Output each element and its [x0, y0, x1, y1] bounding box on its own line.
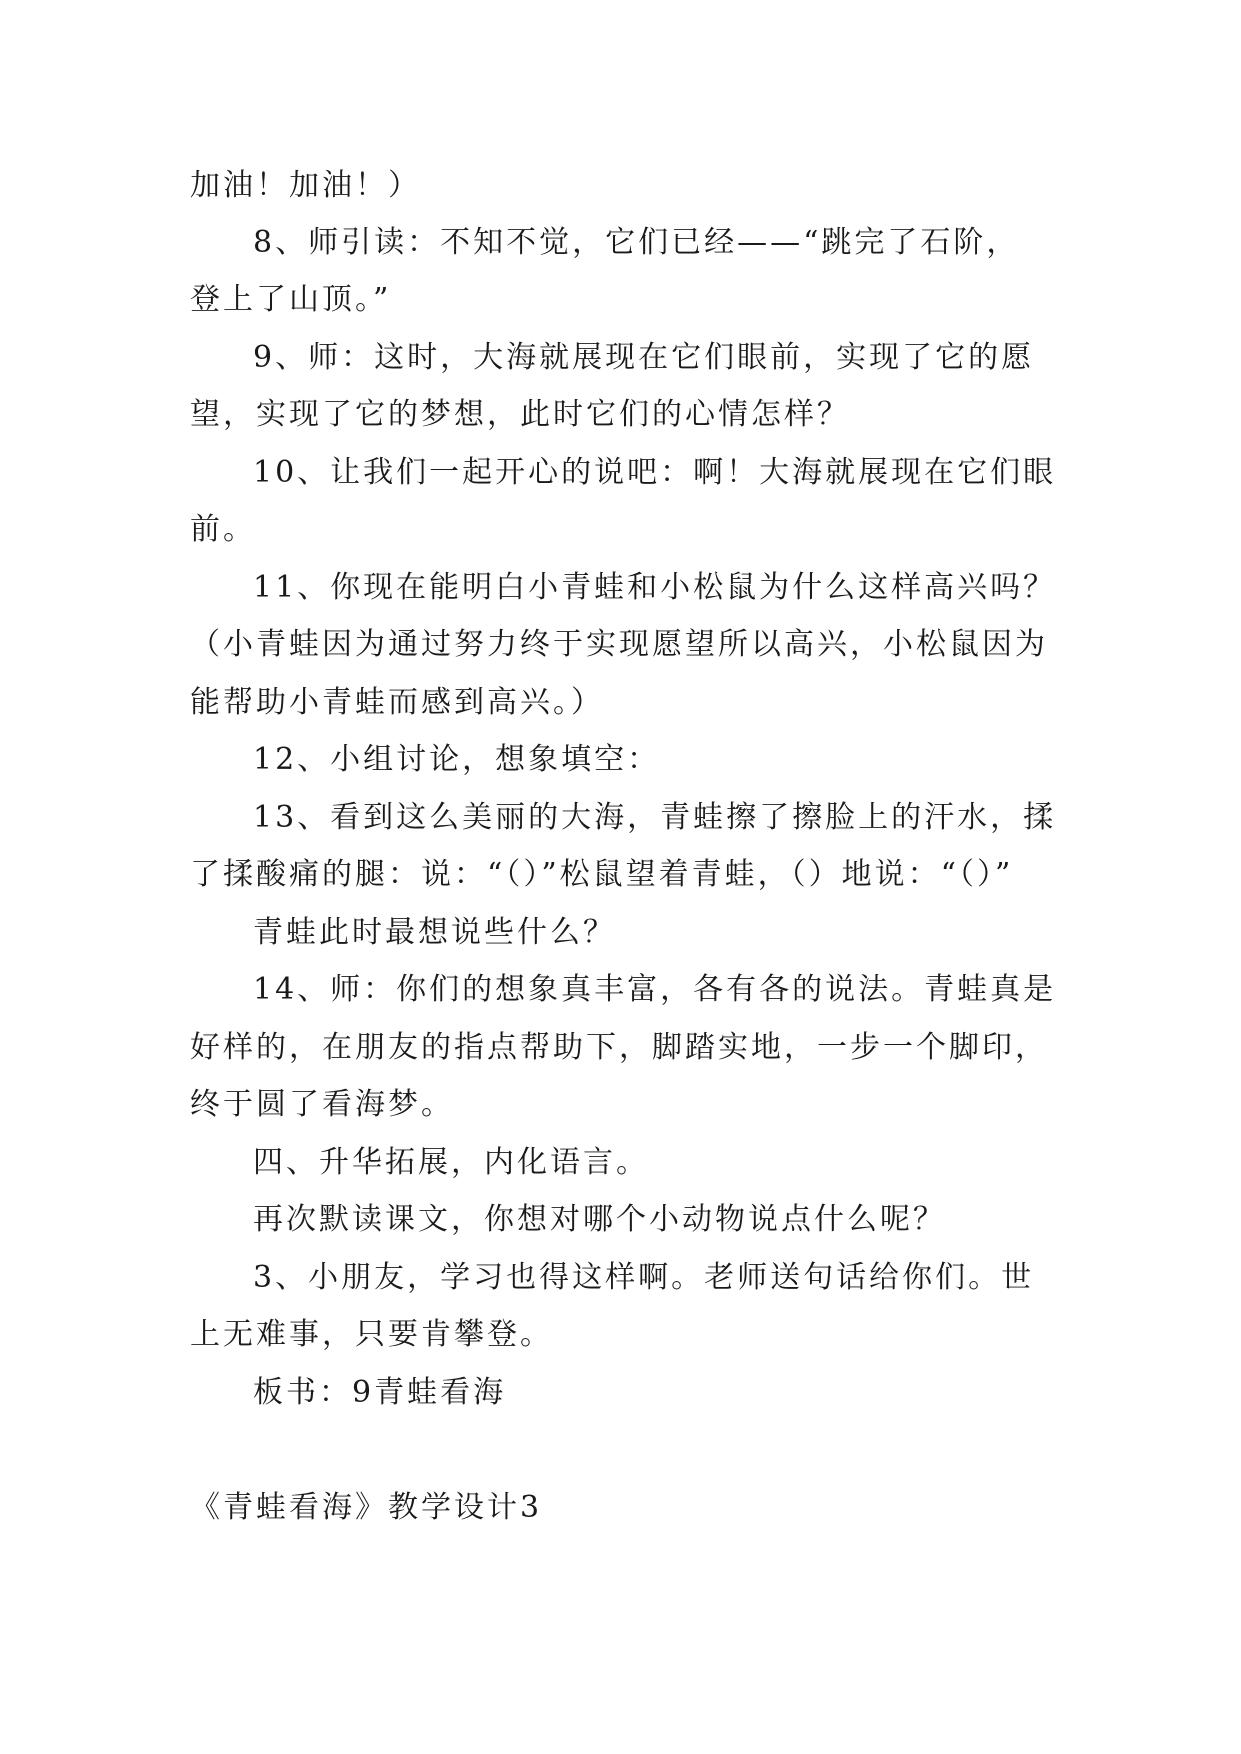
section-heading: 《青蛙看海》教学设计3	[190, 1490, 543, 1525]
paragraph-line: 好样的，在朋友的指点帮助下，脚踏实地，一步一个脚印，	[190, 1030, 1048, 1065]
paragraph-line: 再次默读课文，你想对哪个小动物说点什么呢？	[253, 1202, 946, 1237]
paragraph-line: 登上了山顶。”	[190, 282, 392, 317]
paragraph-line: 8、师引读：不知不觉，它们已经——“跳完了石阶，	[253, 225, 1020, 260]
paragraph-line: 望，实现了它的梦想，此时它们的心情怎样？	[190, 397, 850, 432]
paragraph-line: 了揉酸痛的腿：说：“（）”松鼠望着青蛙，（）地说：“（）”	[190, 857, 1014, 892]
paragraph-line: 13、看到这么美丽的大海，青蛙擦了擦脸上的汗水，揉	[253, 800, 1057, 835]
paragraph-line: 加油！加油！）	[190, 168, 421, 203]
paragraph-line: 3、小朋友，学习也得这样啊。老师送句话给你们。世	[253, 1260, 1035, 1295]
paragraph-line: 能帮助小青蛙而感到高兴。）	[190, 685, 604, 720]
paragraph-line: 四、升华拓展，内化语言。	[253, 1145, 649, 1180]
paragraph-line: 青蛙此时最想说些什么？	[253, 915, 616, 950]
paragraph-line: 11、你现在能明白小青蛙和小松鼠为什么这样高兴吗？	[253, 570, 1057, 605]
paragraph-line: 12、小组讨论，想象填空：	[253, 742, 661, 777]
paragraph-line: 9、师：这时，大海就展现在它们眼前，实现了它的愿	[253, 340, 1035, 375]
paragraph-line: 上无难事，只要肯攀登。	[190, 1317, 553, 1352]
paragraph-line: 终于圆了看海梦。	[190, 1087, 454, 1122]
paragraph-line: 板书：9青蛙看海	[253, 1375, 507, 1410]
paragraph-line: （小青蛙因为通过努力终于实现愿望所以高兴，小松鼠因为	[190, 627, 1048, 662]
paragraph-line: 10、让我们一起开心的说吧：啊！大海就展现在它们眼	[253, 455, 1057, 490]
paragraph-line: 前。	[190, 512, 256, 547]
paragraph-line: 14、师：你们的想象真丰富，各有各的说法。青蛙真是	[253, 972, 1057, 1007]
